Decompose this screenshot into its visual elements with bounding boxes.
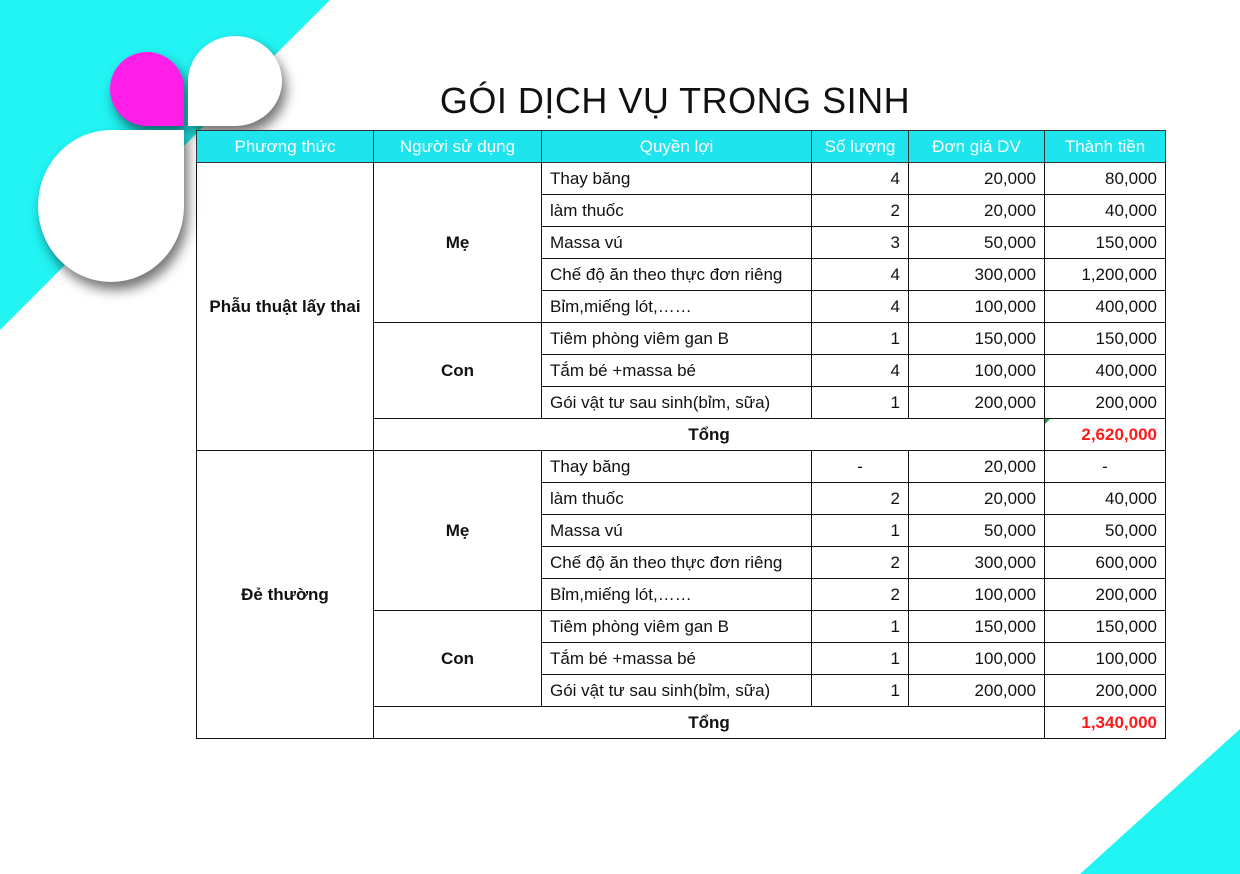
service-package-table — [196, 130, 1166, 739]
total-label: Tổng — [374, 707, 1045, 739]
amount-cell: 150,000 — [1045, 227, 1166, 259]
quantity-cell: 1 — [812, 323, 909, 355]
benefit-cell: Tắm bé +massa bé — [542, 355, 812, 387]
quantity-cell: 4 — [812, 291, 909, 323]
unit-price-cell: 20,000 — [909, 163, 1045, 195]
quantity-cell: 3 — [812, 227, 909, 259]
unit-price-cell: 20,000 — [909, 483, 1045, 515]
unit-price-cell: 50,000 — [909, 515, 1045, 547]
quantity-cell: 1 — [812, 675, 909, 707]
benefit-cell: Chế độ ăn theo thực đơn riêng — [542, 259, 812, 291]
header-quantity: Số lượng — [812, 131, 909, 163]
user-cell: Con — [374, 323, 542, 419]
quantity-cell: 4 — [812, 163, 909, 195]
amount-cell: 150,000 — [1045, 611, 1166, 643]
quantity-cell: 1 — [812, 643, 909, 675]
amount-cell: 150,000 — [1045, 323, 1166, 355]
benefit-cell: Chế độ ăn theo thực đơn riêng — [542, 547, 812, 579]
benefit-cell: Massa vú — [542, 227, 812, 259]
amount-cell: 1,200,000 — [1045, 259, 1166, 291]
unit-price-cell: 300,000 — [909, 547, 1045, 579]
unit-price-cell: 200,000 — [909, 675, 1045, 707]
benefit-cell: Bỉm,miếng lót,…… — [542, 291, 812, 323]
decor-corner-bottom-right — [1080, 729, 1240, 874]
header-amount: Thành tiền — [1045, 131, 1166, 163]
table-header-row — [197, 131, 1166, 163]
unit-price-cell: 100,000 — [909, 579, 1045, 611]
quantity-cell: 2 — [812, 195, 909, 227]
unit-price-cell: 20,000 — [909, 195, 1045, 227]
benefit-cell: Gói vật tư sau sinh(bỉm, sữa) — [542, 387, 812, 419]
benefit-cell: Tiêm phòng viêm gan B — [542, 611, 812, 643]
quantity-cell: 4 — [812, 259, 909, 291]
table-row — [197, 163, 1166, 195]
user-cell: Mẹ — [374, 451, 542, 611]
amount-cell: 50,000 — [1045, 515, 1166, 547]
quantity-cell: 1 — [812, 611, 909, 643]
quantity-cell: 1 — [812, 515, 909, 547]
amount-cell: 400,000 — [1045, 291, 1166, 323]
unit-price-cell: 50,000 — [909, 227, 1045, 259]
amount-cell: 100,000 — [1045, 643, 1166, 675]
unit-price-cell: 200,000 — [909, 387, 1045, 419]
unit-price-cell: 150,000 — [909, 323, 1045, 355]
unit-price-cell: 300,000 — [909, 259, 1045, 291]
user-cell: Con — [374, 611, 542, 707]
benefit-cell: làm thuốc — [542, 483, 812, 515]
benefit-cell: Thay băng — [542, 451, 812, 483]
benefit-cell: Massa vú — [542, 515, 812, 547]
amount-cell: 200,000 — [1045, 675, 1166, 707]
benefit-cell: Tắm bé +massa bé — [542, 643, 812, 675]
benefit-cell: làm thuốc — [542, 195, 812, 227]
amount-cell: - — [1045, 451, 1166, 483]
amount-cell: 400,000 — [1045, 355, 1166, 387]
unit-price-cell: 100,000 — [909, 355, 1045, 387]
method-cell: Đẻ thường — [197, 451, 374, 739]
benefit-cell: Tiêm phòng viêm gan B — [542, 323, 812, 355]
logo-petal-white-large — [38, 130, 184, 282]
total-value: 1,340,000 — [1045, 707, 1166, 739]
header-method: Phương thức — [197, 131, 374, 163]
page-title: GÓI DỊCH VỤ TRONG SINH — [439, 80, 911, 122]
header-benefit: Quyền lợi — [542, 131, 812, 163]
quantity-cell: 1 — [812, 387, 909, 419]
unit-price-cell: 100,000 — [909, 643, 1045, 675]
unit-price-cell: 20,000 — [909, 451, 1045, 483]
table-row — [197, 451, 1166, 483]
amount-cell: 200,000 — [1045, 387, 1166, 419]
amount-cell: 80,000 — [1045, 163, 1166, 195]
user-cell: Mẹ — [374, 163, 542, 323]
quantity-cell: 2 — [812, 547, 909, 579]
quantity-cell: 4 — [812, 355, 909, 387]
quantity-cell: 2 — [812, 579, 909, 611]
quantity-cell: - — [812, 451, 909, 483]
header-user: Người sử dụng — [374, 131, 542, 163]
benefit-cell: Bỉm,miếng lót,…… — [542, 579, 812, 611]
benefit-cell: Gói vật tư sau sinh(bỉm, sữa) — [542, 675, 812, 707]
unit-price-cell: 150,000 — [909, 611, 1045, 643]
table-body — [197, 163, 1166, 739]
unit-price-cell: 100,000 — [909, 291, 1045, 323]
amount-cell: 200,000 — [1045, 579, 1166, 611]
amount-cell: 40,000 — [1045, 195, 1166, 227]
method-cell: Phẫu thuật lấy thai — [197, 163, 374, 451]
benefit-cell: Thay băng — [542, 163, 812, 195]
quantity-cell: 2 — [812, 483, 909, 515]
total-label: Tổng — [374, 419, 1045, 451]
total-value: 2,620,000 — [1045, 419, 1166, 451]
amount-cell: 40,000 — [1045, 483, 1166, 515]
amount-cell: 600,000 — [1045, 547, 1166, 579]
header-unit-price: Đơn giá DV — [909, 131, 1045, 163]
